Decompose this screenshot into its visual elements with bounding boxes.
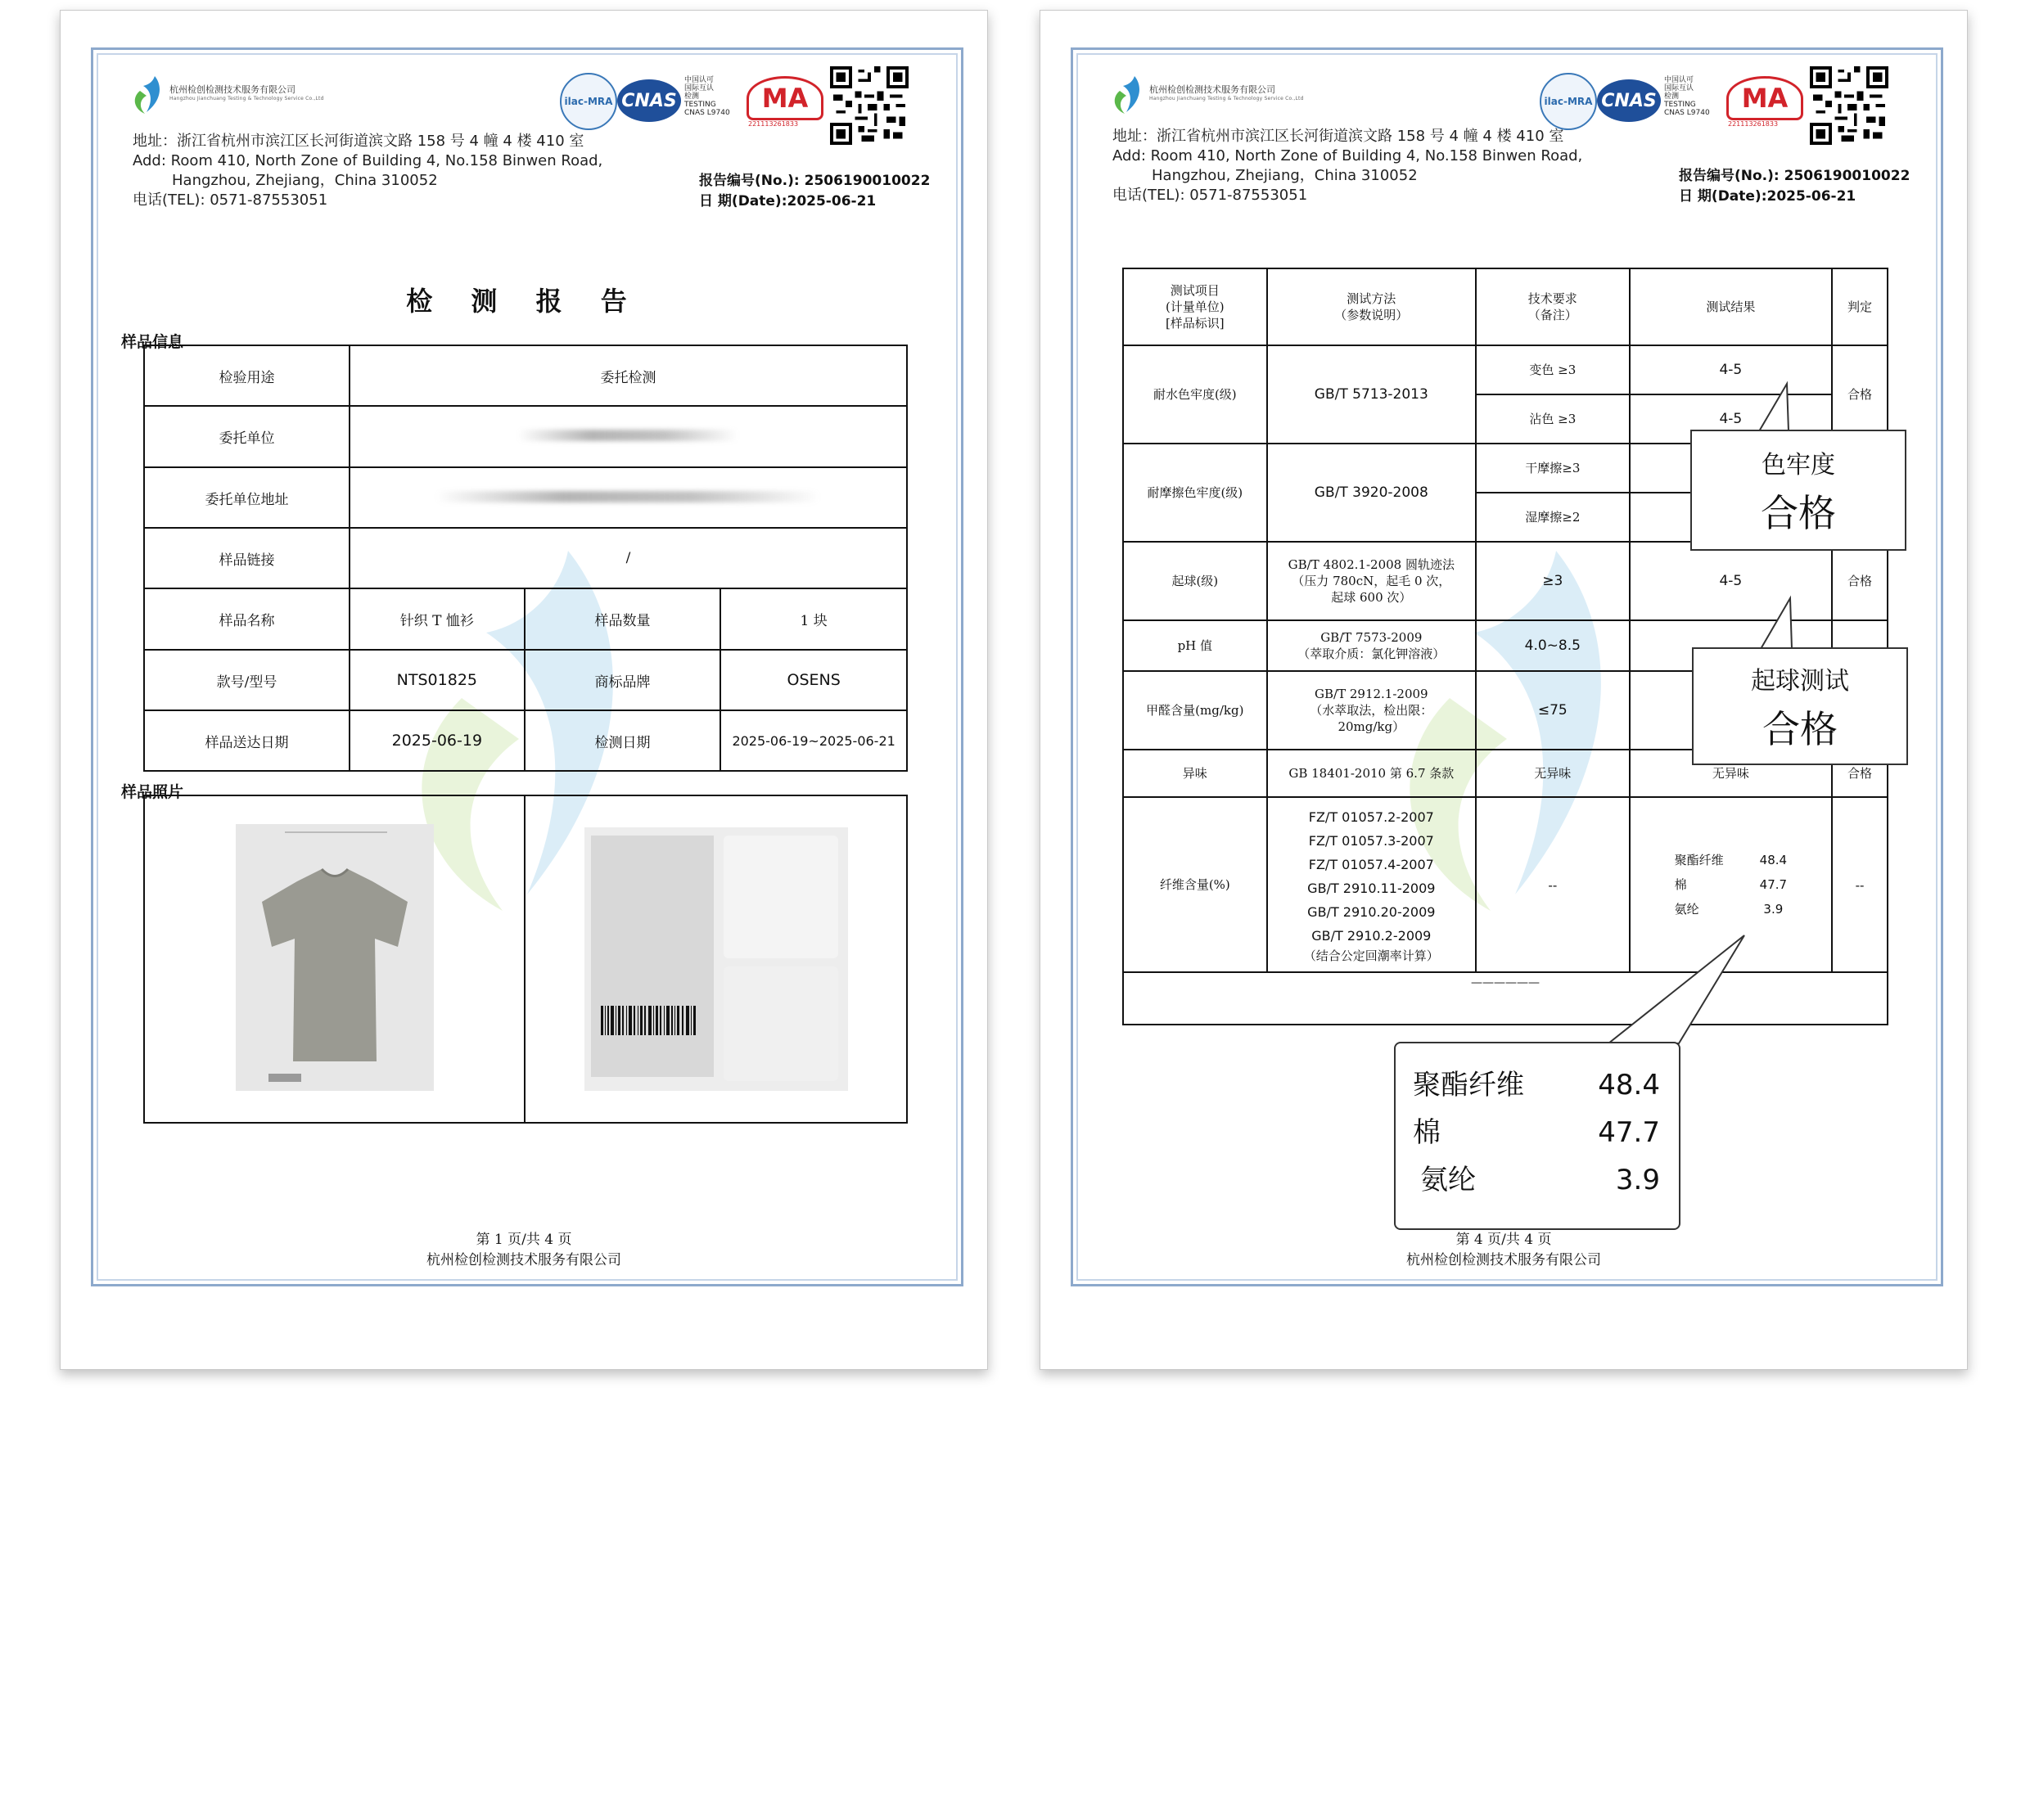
callout-pilling: 起球测试 合格 [1692,647,1908,765]
redacted-client [350,406,907,467]
company-name: 杭州检创检测技术服务有限公司 [1149,84,1275,95]
report-date: 日 期(Date):2025-06-21 [1679,188,1856,205]
care-label-image [724,836,838,958]
company-logo [130,74,324,115]
company-logo-icon [130,74,166,115]
table-row: 异味 GB 18401-2010 第 6.7 条款 无异味 无异味 合格 [1123,750,1888,797]
garment-photo [236,824,434,1091]
company-logo [1110,74,1304,115]
page-number: 第 4 页/共 4 页 [1455,1232,1552,1248]
section-sample-info: 样品信息 [121,333,184,351]
redacted-client-address [350,467,907,528]
table-row: 耐摩擦色牢度(级) GB/T 3920-2008 干摩擦≥3 [1123,444,1888,493]
table-row: 耐水色牢度(级) GB/T 5713-2013 变色 ≥3 4-5 合格 [1123,345,1888,394]
cnas-logo: CNAS [617,79,681,122]
fiber-content-list: 聚酯纤维 48.4 棉 47.7 氨纶 3.9 [1674,853,1788,917]
table-row: 沾色 ≥3 4-5 [1123,394,1888,444]
table-row [1123,972,1888,1025]
cma-number: 221113261833 [748,120,799,128]
company-address: 地址：浙江省杭州市滨江区长河街道滨文路 158 号 4 幢 4 楼 410 室 Add: Room 410, North Zone of Building 4, No.158 Binwen Road, Hangzhou, Zhejiang，China 310052 电话(TEL): 0571-87553051 [1112,128,1583,204]
table-row: 款号/型号 NTS01825 商标品牌 OSENS [144,650,907,710]
table-row: 纤维含量(%) FZ/T 01057.2-2007 FZ/T 01057.3-2007 FZ/T 01057.4-2007 GB/T 2910.11-2009 GB/T 2910.20-2009 GB/T 2910.2-2009 （结合公定回潮率计算） -- 聚酯纤维 48.4 棉 47.7 氨纶 3.9 -- [1123,797,1888,972]
page-footer [61,1230,987,1271]
qr-code-icon [1810,66,1888,145]
table-row: 委托单位 [144,406,907,467]
hangtag-image [591,836,714,1077]
table-row: 样品名称 针织 T 恤衫 样品数量 1 块 [144,588,907,650]
company-name: 杭州检创检测技术服务有限公司 [169,84,295,95]
footer-company: 杭州检创检测技术服务有限公司 [1406,1252,1601,1268]
report-page-1 [60,10,988,1370]
company-name-en: Hangzhou Jianchuang Testing & Technology Service Co.,Ltd [1149,96,1304,101]
cnas-text: 中国认可 国际互认 检测 TESTING CNAS L9740 [1664,76,1710,117]
company-name-en: Hangzhou Jianchuang Testing & Technology Service Co.,Ltd [169,96,324,101]
table-row: 检验用途 委托检测 [144,345,907,406]
report-date: 日 期(Date):2025-06-21 [699,193,877,209]
company-logo-icon [1110,74,1146,115]
report-number-block [1679,166,1910,207]
table-row: 样品链接 / [144,528,907,588]
page-number: 第 1 页/共 4 页 [476,1232,572,1248]
page-footer [1040,1230,1967,1271]
fiber-content-cell [1630,797,1833,972]
table-header-row: 测试项目 (计量单位) [样品标识] 测试方法 （参数说明） 技术要求 （备注） 测试结果 判定 [1123,268,1888,345]
cnas-text: 中国认可 国际互认 检测 TESTING CNAS L9740 [684,76,730,117]
care-label-image-2 [724,966,838,1081]
table-row: 起球(级) GB/T 4802.1-2008 圆轨迹法 （压力 780cN，起毛 0 次， 起球 600 次） ≥3 4-5 合格 [1123,542,1888,620]
table-row: 甲醛含量(mg/kg) GB/T 2912.1-2009 （水萃取法，检出限： 20mg/kg） ≤75 [1123,671,1888,750]
cma-logo: MA [1726,76,1803,120]
report-number: 报告编号(No.): 2506190010022 [1679,168,1910,184]
callout-fiber-list: 聚酯纤维 48.4 棉 47.7 氨纶 3.9 [1413,1069,1660,1196]
report-number: 报告编号(No.): 2506190010022 [699,173,931,189]
table-row: pH 值 GB/T 7573-2009 （萃取介质：氯化钾溶液） 4.0~8.5 [1123,620,1888,671]
table-row: 湿摩擦≥2 [1123,493,1888,542]
table-row: 样品送达日期 2025-06-19 检测日期 2025-06-19~2025-06-21 [144,710,907,771]
qr-code-icon [830,66,909,145]
page-title: 检 测 报 告 [406,286,642,317]
footer-company: 杭州检创检测技术服务有限公司 [426,1252,621,1268]
cnas-logo: CNAS [1597,79,1661,122]
report-number-block [699,171,930,212]
certification-marks [1540,66,1867,132]
barcode-icon [601,1006,699,1035]
table-row: 委托单位地址 [144,467,907,528]
test-results-table [1122,268,1888,1025]
certification-marks [560,66,887,132]
sample-info-table [143,345,908,772]
table-end-marker: —————— [1123,972,1888,1025]
label-photo [584,827,848,1091]
report-page-4 [1040,10,1968,1370]
ilac-mra-logo: ilac-MRA [1540,73,1597,130]
callout-color-fastness: 色牢度 合格 [1690,430,1906,551]
cma-logo: MA [747,76,823,120]
callout-fiber-content [1394,1042,1680,1230]
section-sample-photo: 样品照片 [121,783,184,801]
cma-number: 221113261833 [1728,120,1779,128]
ilac-mra-logo: ilac-MRA [560,73,617,130]
company-address: 地址：浙江省杭州市滨江区长河街道滨文路 158 号 4 幢 4 楼 410 室 Add: Room 410, North Zone of Building 4, No.158 Binwen Road, Hangzhou, Zhejiang，China 310052 电话(TEL): 0571-87553051 [133,133,603,209]
